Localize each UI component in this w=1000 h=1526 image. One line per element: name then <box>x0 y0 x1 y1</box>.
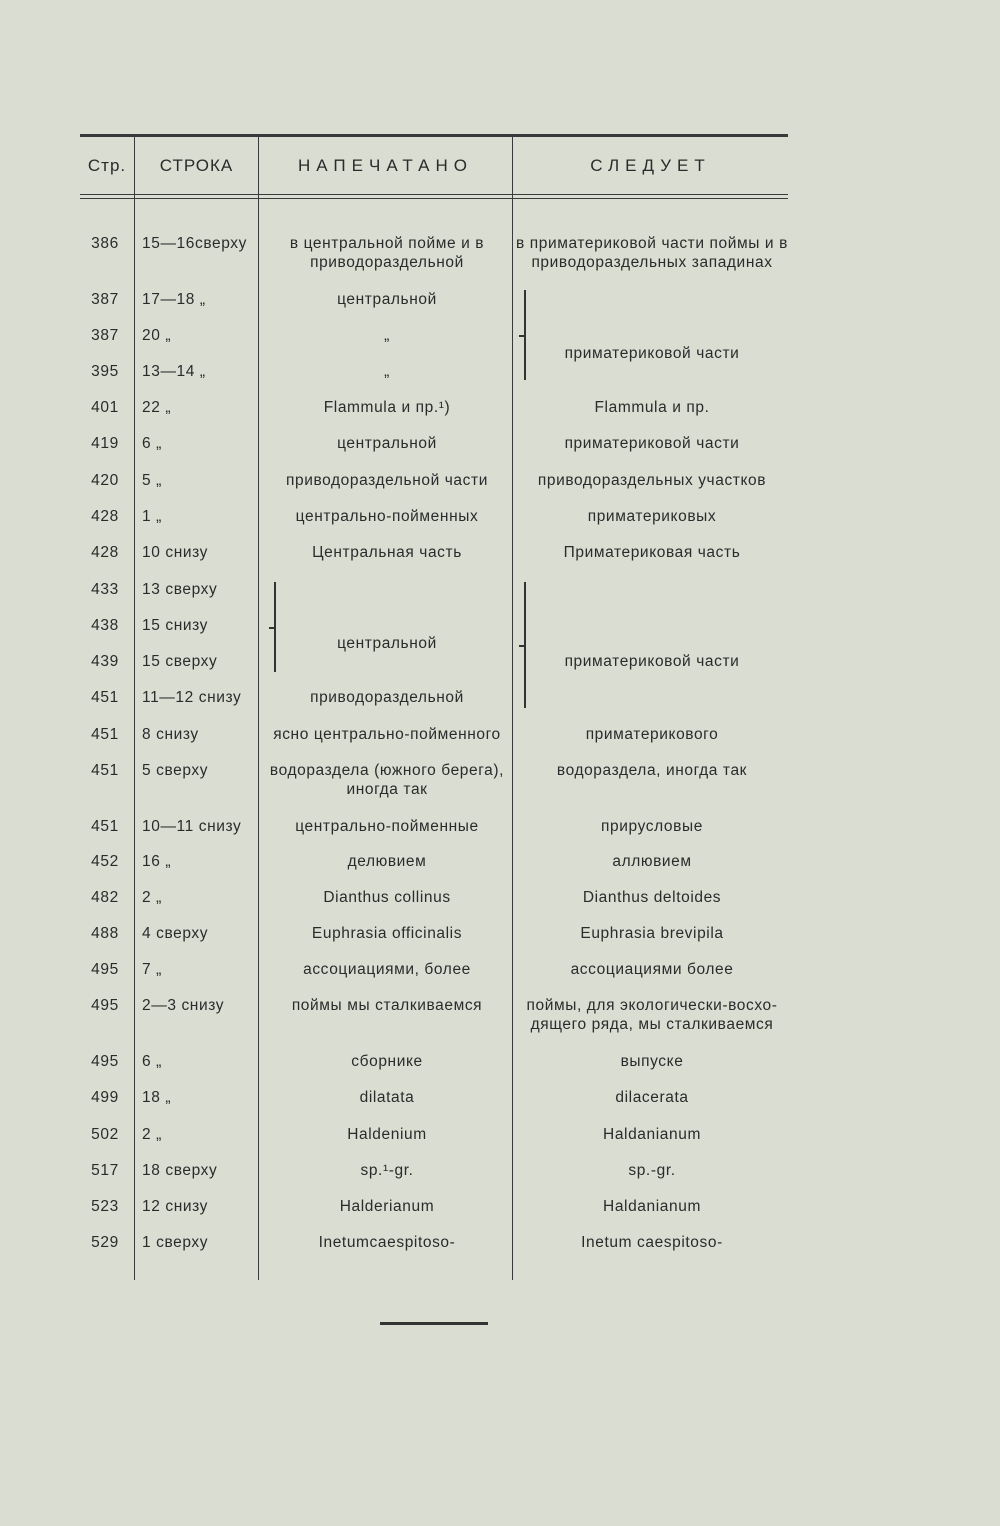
page-number: 495 <box>91 961 119 978</box>
page-number: 420 <box>91 472 119 489</box>
printed-text: ассоциациями, более <box>303 961 471 978</box>
header-should: СЛЕДУЕТ <box>590 156 711 175</box>
printed-text: Центральная часть <box>312 544 462 561</box>
header-printed: НАПЕЧАТАНО <box>298 156 473 175</box>
col-divider-2 <box>258 137 259 1280</box>
correct-text: поймы, для экологически-восхо-дящего ряда, мы сталкиваемся <box>526 997 778 1033</box>
printed-text: Euphrasia officinalis <box>311 925 463 942</box>
brace-should-1 <box>524 290 534 380</box>
correct-text: sp.-gr. <box>628 1162 676 1179</box>
header-page: Стр. <box>87 156 127 175</box>
printed-text: центрально-пойменные <box>295 818 479 835</box>
line-ref: 8 снизу <box>142 726 199 743</box>
page-number: 495 <box>91 1053 119 1070</box>
line-ref: 7 „ <box>142 961 162 978</box>
line-ref: 13 сверху <box>142 581 218 598</box>
page-number: 499 <box>91 1089 119 1106</box>
page-number: 428 <box>91 508 119 525</box>
line-ref: 18 „ <box>142 1089 172 1106</box>
page-number: 395 <box>91 363 119 380</box>
correct-text: Dianthus deltoides <box>582 889 722 906</box>
correct-text: приводораздельных участков <box>537 472 767 489</box>
correct-text: приматериковых <box>587 508 717 525</box>
page-number: 502 <box>91 1126 119 1143</box>
line-ref: 5 сверху <box>142 762 209 779</box>
printed-text: Flammula и пр.¹) <box>323 399 451 416</box>
printed-text: центральной <box>337 435 437 452</box>
correct-text: dilacerata <box>615 1089 689 1106</box>
line-ref: 2—3 снизу <box>142 997 225 1014</box>
line-ref: 1 сверху <box>142 1234 209 1251</box>
printed-text: делювием <box>347 853 427 870</box>
printed-text: приводораздельной <box>310 689 464 706</box>
printed-text: центральной <box>337 635 437 652</box>
correct-text: в приматериковой части поймы и в приводораздельных западинах <box>516 235 788 271</box>
printed-text: Halderianum <box>339 1198 435 1215</box>
printed-text: приводораздельной части <box>286 472 488 489</box>
page-number: 495 <box>91 997 119 1014</box>
printed-text: поймы мы сталкиваемся <box>291 997 483 1014</box>
brace-should-2 <box>524 582 534 708</box>
page-number: 439 <box>91 653 119 670</box>
end-rule <box>380 1322 488 1325</box>
correct-text: Euphrasia brevipila <box>580 925 724 942</box>
printed-text: dilatata <box>359 1089 415 1106</box>
line-ref: 20 „ <box>142 327 172 344</box>
line-ref: 1 „ <box>142 508 162 525</box>
line-ref: 4 сверху <box>142 925 209 942</box>
printed-text: ясно центрально-пойменного <box>273 726 501 743</box>
printed-text: Inetumcaespitoso- <box>318 1234 456 1251</box>
page-number: 529 <box>91 1234 119 1251</box>
page-number: 433 <box>91 581 119 598</box>
line-ref: 15 сверху <box>142 653 218 670</box>
correct-text: приматериковой части <box>564 435 740 452</box>
page-number: 451 <box>91 689 119 706</box>
correct-text: приматериковой части <box>564 653 740 670</box>
page-number: 451 <box>91 726 119 743</box>
header-bottom-rule-2 <box>80 198 788 199</box>
col-divider-3 <box>512 137 513 1280</box>
page-number: 386 <box>91 235 119 252</box>
page-number: 387 <box>91 291 119 308</box>
line-ref: 5 „ <box>142 472 162 489</box>
page-number: 523 <box>91 1198 119 1215</box>
line-ref: 6 „ <box>142 1053 162 1070</box>
line-ref: 11—12 снизу <box>142 689 242 706</box>
line-ref: 18 сверху <box>142 1162 218 1179</box>
printed-text: Haldenium <box>347 1126 427 1143</box>
printed-text: водораздела (южного берега), иногда так <box>269 762 505 798</box>
correct-text: приматериковой части <box>564 345 740 362</box>
line-ref: 10 снизу <box>142 544 208 561</box>
printed-text: сборнике <box>351 1053 423 1070</box>
page-number: 401 <box>91 399 119 416</box>
page-number: 387 <box>91 327 119 344</box>
brace-printed-2 <box>274 582 284 672</box>
printed-text: „ <box>384 363 390 380</box>
line-ref: 15—16сверху <box>142 235 247 252</box>
line-ref: 6 „ <box>142 435 162 452</box>
correct-text: Приматериковая часть <box>563 544 741 561</box>
correct-text: Haldanianum <box>603 1126 701 1143</box>
printed-text: центрально-пойменных <box>295 508 479 525</box>
printed-text: „ <box>384 327 390 344</box>
line-ref: 22 „ <box>142 399 172 416</box>
line-ref: 2 „ <box>142 889 162 906</box>
page-number: 517 <box>91 1162 119 1179</box>
page-number: 451 <box>91 762 119 779</box>
page-number: 451 <box>91 818 119 835</box>
correct-text: ассоциациями более <box>570 961 734 978</box>
table-top-rule <box>80 134 788 137</box>
printed-text: в центральной пойме и в приводораздельной <box>289 235 485 271</box>
printed-text: Dianthus collinus <box>323 889 451 906</box>
page-number: 488 <box>91 925 119 942</box>
correct-text: водораздела, иногда так <box>556 762 748 779</box>
header-bottom-rule <box>80 194 788 195</box>
page-number: 428 <box>91 544 119 561</box>
line-ref: 12 снизу <box>142 1198 208 1215</box>
correct-text: приматерикового <box>585 726 719 743</box>
correct-text: прирусловые <box>601 818 703 835</box>
header-line: СТРОКА <box>159 156 234 175</box>
printed-text: sp.¹-gr. <box>360 1162 414 1179</box>
page-number: 438 <box>91 617 119 634</box>
page-number: 482 <box>91 889 119 906</box>
line-ref: 13—14 „ <box>142 363 206 380</box>
printed-text: центральной <box>337 291 437 308</box>
line-ref: 17—18 „ <box>142 291 206 308</box>
page-number: 419 <box>91 435 119 452</box>
correct-text: Inetum caespitoso- <box>581 1234 723 1251</box>
page-number: 452 <box>91 853 119 870</box>
correct-text: Flammula и пр. <box>594 399 710 416</box>
line-ref: 16 „ <box>142 853 172 870</box>
correct-text: Haldanianum <box>603 1198 701 1215</box>
line-ref: 10—11 снизу <box>142 818 242 835</box>
correct-text: выпуске <box>620 1053 684 1070</box>
correct-text: аллювием <box>612 853 692 870</box>
line-ref: 15 снизу <box>142 617 208 634</box>
line-ref: 2 „ <box>142 1126 162 1143</box>
